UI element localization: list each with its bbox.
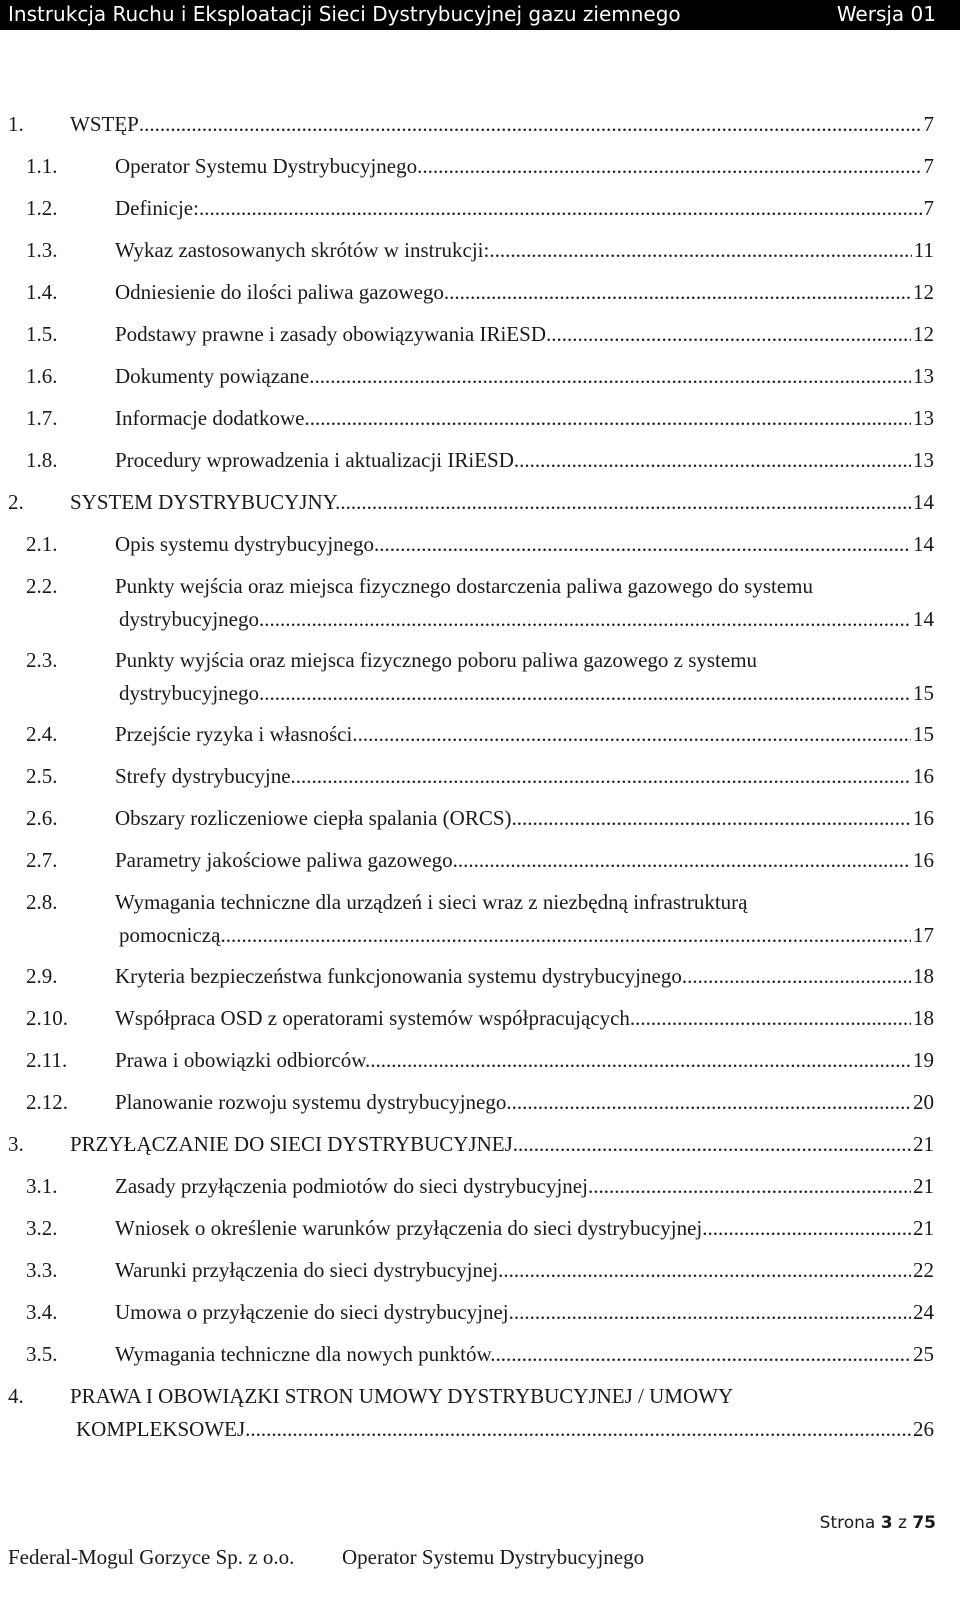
toc-entry[interactable] (0, 238, 960, 266)
toc-entry-page-number: 16 (913, 848, 934, 872)
document-version: Wersja 01 (836, 2, 936, 26)
toc-entry-title: KOMPLEKSOWEJ (76, 1417, 246, 1441)
toc-entry-title: Opis systemu dystrybucyjnego. (115, 532, 380, 556)
toc-entry-title: Planowanie rozwoju systemu dystrybucyjnego. (115, 1090, 512, 1114)
footer-operator: Operator Systemu Dystrybucyjnego (342, 1545, 645, 1569)
toc-entry-number: 1.3. (26, 238, 58, 262)
toc-entry-title: Wykaz zastosowanych skrótów w instrukcji: (115, 238, 490, 262)
toc-entry-number: 3. (8, 1132, 24, 1156)
toc-dot-leader (518, 1132, 911, 1157)
toc-entry[interactable] (0, 154, 960, 182)
toc-dot-leader (707, 1216, 911, 1241)
toc-entry-title: Odniesienie do ilości paliwa gazowego. (115, 280, 450, 304)
toc-entry-title: Obszary rozliczeniowe ciepła spalania (ORCS). (115, 806, 517, 830)
toc-entry[interactable] (0, 1342, 960, 1370)
page-number: Strona 3 z 75 (819, 1513, 936, 1533)
toc-entry[interactable] (0, 764, 960, 792)
toc-entry[interactable] (0, 1090, 960, 1118)
toc-entry-title: dystrybucyjnego. (119, 607, 265, 631)
toc-entry-title-line: Punkty wejścia oraz miejsca fizycznego dostarczenia paliwa gazowego do systemu (115, 574, 813, 598)
toc-entry-title: Dokumenty powiązane. (115, 364, 315, 388)
toc-entry[interactable] (0, 280, 960, 308)
toc-dot-leader (593, 1174, 911, 1199)
toc-entry-title: Definicje: (115, 196, 199, 220)
toc-entry[interactable] (0, 1006, 960, 1034)
toc-entry-page-number: 18 (913, 1006, 934, 1030)
toc-dot-leader (370, 1048, 911, 1073)
toc-dot-leader (496, 1342, 912, 1367)
toc-entry-title: pomocniczą. (119, 923, 226, 947)
toc-entry[interactable] (0, 112, 960, 140)
toc-entry-number: 2.8. (26, 890, 58, 914)
toc-entry[interactable] (0, 1048, 960, 1076)
toc-entry-page-number: 19 (913, 1048, 934, 1072)
toc-entry-title-line: Punkty wyjścia oraz miejsca fizycznego poboru paliwa gazowego z systemu (115, 648, 758, 672)
toc-entry-page-number: 13 (913, 364, 934, 388)
toc-dot-leader (264, 607, 911, 632)
toc-entry[interactable] (0, 1216, 960, 1244)
toc-dot-leader (245, 1417, 911, 1442)
toc-entry-title: Współpraca OSD z operatorami systemów współpracujących. (115, 1006, 636, 1030)
toc-entry-page-number: 22 (913, 1258, 934, 1282)
toc-dot-leader (422, 154, 921, 179)
toc-dot-leader (551, 322, 911, 347)
toc-entry-page-number: 21 (913, 1216, 934, 1240)
toc-entry-number: 2.10. (26, 1006, 68, 1030)
toc-entry-title: Przejście ryzyka i własności. (115, 722, 358, 746)
toc-dot-leader (296, 764, 911, 789)
toc-entry[interactable] (0, 406, 960, 434)
toc-entry-number: 2.12. (26, 1090, 68, 1114)
toc-dot-leader (358, 722, 911, 747)
toc-entry-number: 2.4. (26, 722, 58, 746)
toc-entry-number: 1.1. (26, 154, 58, 178)
toc-dot-leader (635, 1006, 911, 1031)
toc-entry-number: 2.7. (26, 848, 58, 872)
toc-dot-leader (310, 406, 911, 431)
toc-entry-number: 2.9. (26, 964, 58, 988)
toc-dot-leader (517, 806, 911, 831)
toc-entry-number: 1.7. (26, 406, 58, 430)
toc-entry[interactable] (0, 532, 960, 560)
toc-entry-page-number: 18 (913, 964, 934, 988)
toc-entry-title-line: Wymagania techniczne dla urządzeń i sieci wraz z niezbędną infrastrukturą (115, 890, 748, 914)
footer-company: Federal-Mogul Gorzyce Sp. z o.o. (8, 1545, 295, 1569)
toc-entry-number: 1.6. (26, 364, 58, 388)
toc-entry[interactable] (0, 722, 960, 750)
toc-entry-page-number: 7 (923, 112, 934, 136)
toc-entry-page-number: 12 (913, 280, 934, 304)
toc-entry-title: WSTĘP (70, 112, 139, 136)
toc-entry-page-number: 24 (913, 1300, 934, 1324)
toc-entry-title: Operator Systemu Dystrybucyjnego. (115, 154, 423, 178)
toc-entry-title: Podstawy prawne i zasady obowiązywania IRiESD. (115, 322, 552, 346)
toc-dot-leader (139, 112, 922, 137)
toc-entry-number: 2.3. (26, 648, 58, 672)
toc-entry-number: 3.1. (26, 1174, 58, 1198)
toc-entry-page-number: 21 (913, 1132, 934, 1156)
toc-dot-leader (514, 1300, 911, 1325)
toc-entry-number: 1.2. (26, 196, 58, 220)
toc-entry-page-number: 16 (913, 806, 934, 830)
toc-entry-title: Prawa i obowiązki odbiorców. (115, 1048, 371, 1072)
toc-entry-page-number: 15 (913, 722, 934, 746)
toc-entry-page-number: 20 (913, 1090, 934, 1114)
toc-entry-title: Parametry jakościowe paliwa gazowego. (115, 848, 458, 872)
toc-entry[interactable] (0, 806, 960, 834)
toc-entry-title: Strefy dystrybucyjne. (115, 764, 296, 788)
toc-entry-number: 2. (8, 490, 24, 514)
toc-entry-number: 1. (8, 112, 24, 136)
toc-entry[interactable] (0, 1300, 960, 1328)
toc-entry-number: 1.8. (26, 448, 58, 472)
toc-entry-title: Informacje dodatkowe. (115, 406, 310, 430)
toc-dot-leader (340, 490, 911, 515)
toc-entry-page-number: 7 (923, 154, 934, 178)
toc-dot-leader (264, 681, 911, 706)
toc-entry-page-number: 13 (913, 448, 934, 472)
toc-entry[interactable] (0, 1258, 960, 1286)
toc-dot-leader (489, 238, 911, 263)
toc-entry-title: Wniosek o określenie warunków przyłączenia do sieci dystrybucyjnej. (115, 1216, 708, 1240)
toc-entry-title: Umowa o przyłączenie do sieci dystrybucyjnej. (115, 1300, 514, 1324)
toc-entry[interactable] (0, 490, 960, 518)
toc-dot-leader (687, 964, 911, 989)
toc-entry-page-number: 21 (913, 1174, 934, 1198)
toc-entry-title: Kryteria bezpieczeństwa funkcjonowania systemu dystrybucyjnego. (115, 964, 688, 988)
toc-entry[interactable] (0, 1384, 960, 1441)
toc-entry-title: SYSTEM DYSTRYBUCYJNY. (70, 490, 341, 514)
toc-entry-page-number: 25 (913, 1342, 934, 1366)
toc-entry[interactable] (0, 574, 960, 631)
toc-dot-leader (512, 1090, 911, 1115)
toc-entry-title: dystrybucyjnego. (119, 681, 265, 705)
document-title: Instrukcja Ruchu i Eksploatacji Sieci Dystrybucyjnej gazu ziemnego (8, 2, 681, 26)
toc-dot-leader (458, 848, 911, 873)
toc-entry-title: PRZYŁĄCZANIE DO SIECI DYSTRYBUCYJNEJ. (70, 1132, 519, 1156)
toc-entry[interactable] (0, 648, 960, 705)
toc-dot-leader (503, 1258, 911, 1283)
toc-entry[interactable] (0, 1132, 960, 1160)
toc-entry-number: 3.4. (26, 1300, 58, 1324)
toc-entry-page-number: 15 (913, 681, 934, 705)
toc-entry-page-number: 13 (913, 406, 934, 430)
toc-entry-number: 4. (8, 1384, 24, 1408)
toc-entry-title: Warunki przyłączenia do sieci dystrybucyjnej. (115, 1258, 504, 1282)
toc-entry-page-number: 26 (913, 1417, 934, 1441)
toc-dot-leader (314, 364, 911, 389)
toc-dot-leader (199, 196, 922, 221)
toc-entry-page-number: 11 (913, 238, 934, 262)
toc-entry-title: Wymagania techniczne dla nowych punktów. (115, 1342, 496, 1366)
toc-entry-page-number: 17 (913, 923, 934, 947)
toc-entry-number: 3.2. (26, 1216, 58, 1240)
toc-entry-page-number: 14 (913, 490, 934, 514)
toc-dot-leader (226, 923, 911, 948)
toc-entry-number: 2.2. (26, 574, 58, 598)
toc-entry-number: 2.5. (26, 764, 58, 788)
toc-entry-number: 3.5. (26, 1342, 58, 1366)
toc-entry-page-number: 16 (913, 764, 934, 788)
toc-entry[interactable] (0, 322, 960, 350)
toc-dot-leader (519, 448, 911, 473)
toc-entry-number: 2.1. (26, 532, 58, 556)
toc-entry[interactable] (0, 1174, 960, 1202)
toc-dot-leader (379, 532, 911, 557)
toc-entry[interactable] (0, 364, 960, 392)
toc-entry-number: 2.6. (26, 806, 58, 830)
toc-entry-number: 1.5. (26, 322, 58, 346)
toc-entry-number: 1.4. (26, 280, 58, 304)
toc-entry[interactable] (0, 890, 960, 947)
toc-entry-number: 2.11. (26, 1048, 68, 1072)
toc-entry[interactable] (0, 964, 960, 992)
toc-entry-page-number: 14 (913, 532, 934, 556)
toc-entry-title: Procedury wprowadzenia i aktualizacji IRiESD. (115, 448, 520, 472)
toc-entry-page-number: 7 (923, 196, 934, 220)
toc-entry-page-number: 14 (913, 607, 934, 631)
toc-entry[interactable] (0, 448, 960, 476)
toc-entry[interactable] (0, 848, 960, 876)
toc-entry-page-number: 12 (913, 322, 934, 346)
toc-entry-title: Zasady przyłączenia podmiotów do sieci dystrybucyjnej. (115, 1174, 594, 1198)
toc-entry-number: 3.3. (26, 1258, 58, 1282)
toc-dot-leader (449, 280, 911, 305)
toc-entry-title-line: PRAWA I OBOWIĄZKI STRON UMOWY DYSTRYBUCYJNEJ / UMOWY (70, 1384, 734, 1408)
toc-entry[interactable] (0, 196, 960, 224)
